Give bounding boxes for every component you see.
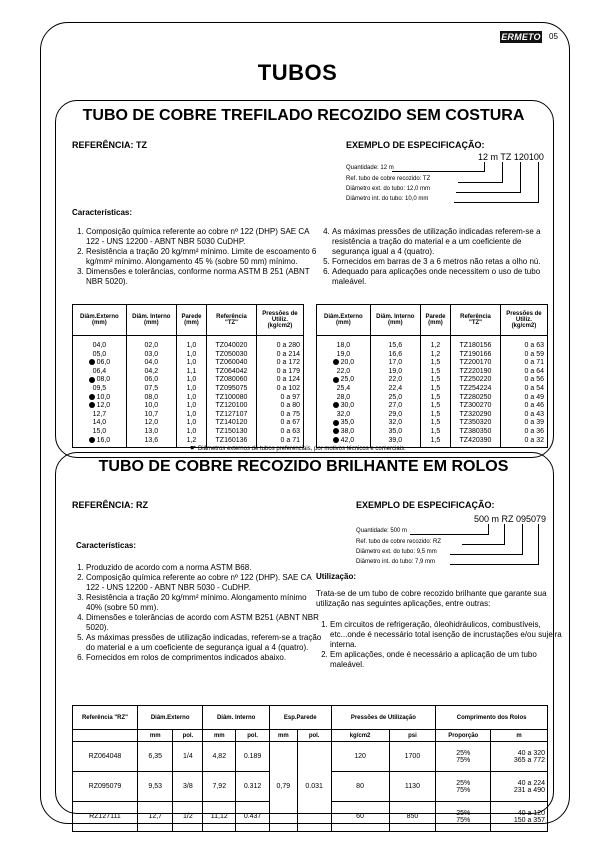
tz-cell-ext: 25,4	[336, 384, 351, 392]
tz-cell-press: 0 a 64	[524, 367, 544, 375]
sub-pol: pol.	[297, 730, 331, 742]
tz-cell-ref: TZ280250	[459, 393, 492, 401]
tz-cell-wall: 1,1	[186, 367, 197, 375]
tz-cell-int: 16,6	[388, 350, 403, 358]
tz-cell-int: 03,0	[144, 350, 159, 358]
tz-cell-ext: 15,0	[92, 427, 107, 435]
tz-cell-ref: TZ190166	[459, 350, 492, 358]
tz-characteristics-left	[72, 227, 322, 287]
cell-ext-mm: 6,35	[138, 742, 173, 772]
tz-cell-press: 0 a 32	[524, 436, 544, 444]
th-int: Diâm. Interno (mm)	[370, 305, 420, 336]
rz-item: 1. Produzido de acordo com a norma ASTM B68.	[86, 563, 322, 573]
tz-cell-press: 0 a 280	[276, 342, 300, 349]
tz-cell-ref: TZ040020	[215, 342, 248, 349]
section-tz-title: TUBO DE COBRE TREFILADO RECOZIDO SEM COSTURA	[82, 107, 525, 124]
sub-kg: kg/cm2	[331, 730, 389, 742]
sub-pol: pol.	[173, 730, 203, 742]
tz-cell-wall: 1,0	[186, 427, 197, 435]
prop-line: 25%	[456, 809, 471, 817]
rz-usage-item: 2. Em aplicações, onde é necessário a aplicação de um tubo maleável.	[330, 650, 562, 670]
cell-int-pol: 0.312	[236, 772, 270, 802]
tz-cell-ref: TZ420390	[459, 436, 492, 444]
section-rz-title: TUBO DE COBRE RECOZIDO BRILHANTE EM ROLOS	[98, 458, 509, 475]
th-wall: Parede (mm)	[420, 305, 450, 336]
tz-cell-wall: 1,5	[430, 436, 441, 444]
prop-line: 25%	[456, 779, 471, 787]
tz-table-right	[316, 304, 548, 448]
col-ref	[207, 336, 257, 448]
preferred-diameter-icon	[333, 428, 339, 434]
rz-example-code: 500 m RZ 095079	[474, 514, 547, 524]
rz-usage-list	[316, 620, 562, 670]
tz-cell-int: 22,0	[388, 376, 403, 384]
tz-cell-ref: TZ320290	[459, 410, 492, 418]
tz-cell-wall: 1,5	[430, 402, 441, 410]
tz-cell-int: 10,7	[144, 410, 159, 418]
tz-cell-wall: 1,2	[186, 436, 197, 444]
cell-ext-pol: 1/2	[173, 802, 203, 832]
rz-table	[72, 705, 548, 832]
cell-m	[491, 772, 548, 802]
cell-m	[491, 742, 548, 772]
tz-cell-int: 13,6	[144, 436, 159, 444]
col-wall	[420, 336, 450, 448]
tz-cell-press: 0 a 172	[276, 359, 300, 367]
brand-logo: ERMETO	[501, 32, 541, 42]
sub-psi: psi	[389, 730, 436, 742]
th-blank	[73, 730, 138, 742]
cell-prop	[436, 742, 491, 772]
tz-example-title: EXEMPLO DE ESPECIFICAÇÃO:	[346, 140, 485, 150]
tz-cell-ext: 42,0	[320, 437, 367, 446]
leader-ref	[458, 182, 502, 183]
tz-cell-ext: 22,0	[336, 367, 351, 375]
tz-cell-wall: 1,5	[430, 393, 441, 401]
th-press: Pressões de Utilização	[331, 706, 436, 730]
tz-example-code: 12 m TZ 120100	[478, 152, 544, 162]
tz-cell-ext: 35,0	[320, 419, 367, 428]
tz-cell-ext: 10,0	[76, 394, 123, 403]
th-ref: Referência "RZ"	[73, 706, 138, 730]
leader-int	[454, 202, 538, 203]
tz-cell-wall: 1,5	[430, 367, 441, 375]
tz-cell-int: 32,0	[388, 419, 403, 427]
tz-cell-ref: TZ350320	[459, 419, 492, 427]
cell-wall-mm: 0,79	[269, 742, 297, 832]
tz-cell-int: 06,0	[144, 376, 159, 384]
th-ext: Diâm.Externo (mm)	[317, 305, 371, 336]
tz-cell-int: 02,0	[144, 342, 159, 349]
tz-legend-qty: Quantidade: 12 m	[346, 165, 394, 171]
table-row	[73, 742, 548, 772]
tz-cell-press: 0 a 43	[524, 410, 544, 418]
tz-cell-ref: TZ120100	[215, 402, 248, 410]
tz-cell-ext: 38,0	[320, 428, 367, 437]
rz-usage-title: Utilização:	[316, 572, 357, 581]
cell-ext-mm: 9,53	[138, 772, 173, 802]
tz-cell-int: 35,0	[388, 427, 403, 435]
cell-ext-pol: 3/8	[173, 772, 203, 802]
col-ref	[451, 336, 501, 448]
tz-cell-int: 19,0	[388, 367, 403, 375]
tz-cell-int: 17,0	[388, 359, 403, 367]
tz-cell-ext: 14,0	[92, 419, 107, 427]
cell-kg: 120	[331, 742, 389, 772]
tz-reference: REFERÊNCIA: TZ	[72, 140, 147, 150]
tz-cell-wall: 1,0	[186, 384, 197, 392]
cell-int-pol: 0.189	[236, 742, 270, 772]
rz-item: 6. Fornecidos em rolos de comprimentos indicados abaixo.	[86, 653, 322, 663]
tz-cell-press: 0 a 67	[280, 419, 300, 427]
th-length: Comprimento dos Rolos	[436, 706, 548, 730]
col-press	[256, 336, 303, 448]
tz-characteristics-right	[318, 227, 560, 287]
cell-psi: 1700	[389, 742, 436, 772]
tz-cell-press: 0 a 71	[280, 436, 300, 444]
tz-cell-press: 0 a 36	[524, 427, 544, 435]
rz-legend-qty: Quantidade: 500 m	[356, 528, 408, 534]
tz-cell-ref: TZ095075	[215, 384, 248, 392]
prop-line: 75%	[456, 786, 471, 794]
tz-cell-ext: 18,0	[336, 342, 351, 349]
prop-line: 75%	[456, 756, 471, 764]
sub-mm: mm	[269, 730, 297, 742]
cell-wall-pol: 0.031	[297, 742, 331, 832]
leader-ref-v	[504, 524, 505, 545]
tz-cell-wall: 1,5	[430, 376, 441, 384]
preferred-diameter-icon	[333, 437, 339, 443]
cell-ref: RZ095079	[73, 772, 138, 802]
tz-cell-press: 0 a 124	[276, 376, 300, 384]
tz-cell-ext: 12,7	[92, 410, 107, 418]
cell-psi: 1130	[389, 772, 436, 802]
leader-int-v	[538, 162, 539, 203]
th-press: Pressões de Utiliz. (kg/cm2)	[500, 305, 547, 336]
tz-item: 1. Composição química referente ao cobre nº 122 (DHP) SAE CA 122 - UNS 12200 - ABNT NBR 5030 CuDHP.	[86, 227, 322, 247]
tz-cell-ext: 25,0	[320, 376, 367, 385]
m-line: 40 a 320	[517, 749, 545, 757]
leader-ext	[450, 554, 522, 555]
tz-cell-press: 0 a 56	[524, 376, 544, 384]
tz-cell-int: 07,5	[144, 384, 159, 392]
tz-legend-int: Diâmetro int. do tubo: 10,0 mm	[346, 196, 429, 202]
tz-legend-ref: Ref. tubo de cobre recozido: TZ	[346, 176, 431, 182]
tz-cell-ref: TZ160136	[215, 436, 248, 444]
cell-kg: 60	[331, 802, 389, 832]
prop-line: 25%	[456, 749, 471, 757]
rz-reference: REFERÊNCIA: RZ	[72, 500, 148, 510]
tz-cell-ref: TZ080060	[215, 376, 248, 384]
sub-m: m	[491, 730, 548, 742]
tz-cell-wall: 1,0	[186, 359, 197, 367]
tz-cell-int: 12,0	[144, 419, 159, 427]
cell-int-mm: 7,92	[203, 772, 236, 802]
tz-cell-int: 27,0	[388, 402, 403, 410]
rz-legend-int: Diâmetro int. do tubo: 7,9 mm	[356, 559, 436, 565]
cell-int-pol: 0.437	[236, 802, 270, 832]
tz-cell-press: 0 a 63	[524, 342, 544, 349]
tz-cell-ext: 12,0	[76, 402, 123, 411]
tz-cell-wall: 1,2	[430, 342, 441, 349]
tz-cell-press: 0 a 59	[524, 350, 544, 358]
tz-cell-ref: TZ220190	[459, 367, 492, 375]
tz-cell-ext: 04,0	[92, 342, 107, 349]
th-int: Diâm. Interno (mm)	[126, 305, 176, 336]
page-number: 05	[549, 32, 558, 41]
tz-cell-ref: TZ200170	[459, 359, 492, 367]
tz-cell-wall: 1,0	[186, 402, 197, 410]
tz-cell-wall: 1,5	[430, 359, 441, 367]
leader-int-v	[538, 524, 539, 565]
tz-cell-press: 0 a 54	[524, 384, 544, 392]
tz-cell-ext: 05,0	[92, 350, 107, 358]
tz-cell-ref: TZ380350	[459, 427, 492, 435]
page-title: TUBOS	[257, 60, 338, 85]
tz-cell-press: 0 a 80	[280, 402, 300, 410]
tz-cell-int: 08,0	[144, 393, 159, 401]
tz-cell-wall: 1,5	[430, 419, 441, 427]
tz-cell-wall: 1,0	[186, 342, 197, 349]
tz-cell-press: 0 a 71	[524, 359, 544, 367]
tz-cell-wall: 1,0	[186, 376, 197, 384]
sub-pol: pol.	[236, 730, 270, 742]
leader-ext-v	[520, 162, 521, 193]
tz-cell-ext: 06,0	[76, 359, 123, 368]
leader-ref	[462, 544, 504, 545]
tz-cell-wall: 1,0	[186, 419, 197, 427]
tz-cell-ext: 32,0	[336, 410, 351, 418]
tz-cell-int: 25,0	[388, 393, 403, 401]
rz-legend-ref: Ref. tubo de cobre recozido: RZ	[356, 539, 442, 545]
tz-cell-ref: TZ100080	[215, 393, 248, 401]
tz-cell-ext: 30,0	[320, 402, 367, 411]
tz-cell-wall: 1,5	[430, 384, 441, 392]
tz-cell-press: 0 a 214	[276, 350, 300, 358]
tz-cell-ext: 19,0	[336, 350, 351, 358]
tz-cell-press: 0 a 97	[280, 393, 300, 401]
tz-item: 3. Dimensões e tolerâncias, conforme norma ASTM B 251 (ABNT NBR 5020).	[86, 267, 322, 287]
m-line: 150 a 357	[513, 816, 545, 824]
rz-example-title: EXEMPLO DE ESPECIFICAÇÃO:	[356, 500, 495, 510]
preferred-diameter-icon	[333, 420, 339, 426]
col-ext	[73, 336, 127, 448]
tz-cell-int: 29,0	[388, 410, 403, 418]
th-ext: Diâm.Externo (mm)	[73, 305, 127, 336]
tz-cell-ext: 09,5	[92, 384, 107, 392]
m-line: 365 a 772	[513, 756, 545, 764]
m-line: 40 a 224	[517, 779, 545, 787]
tz-cell-wall: 1,0	[186, 410, 197, 418]
cell-ref: RZ127111	[73, 802, 138, 832]
leader-qty	[392, 171, 484, 172]
rz-item: 2. Composição química referente ao cobre nº 122 (DHP). SAE CA 122 - UNS 12200 - ABNT NBR 5030 - CuDHP.	[86, 573, 322, 593]
tz-cell-press: 0 a 49	[524, 393, 544, 401]
tz-cell-wall: 1,5	[430, 427, 441, 435]
cell-ext-mm: 12,7	[138, 802, 173, 832]
leader-qty-v	[488, 524, 489, 535]
tz-cell-ext: 08,0	[76, 376, 123, 385]
tz-legend-ext: Diâmetro ext. do tubo: 12,0 mm	[346, 186, 431, 192]
rz-characteristics-title: Características:	[76, 541, 137, 550]
th-wall: Esp.Parede	[269, 706, 331, 730]
cell-ref: RZ064048	[73, 742, 138, 772]
tz-characteristics-title: Características:	[72, 208, 133, 217]
tz-cell-int: 04,2	[144, 367, 159, 375]
preferred-diameter-icon	[333, 377, 339, 383]
leader-int	[450, 564, 538, 565]
m-line: 40 a 120	[517, 809, 545, 817]
tz-cell-ref: TZ140120	[215, 419, 248, 427]
col-int	[126, 336, 176, 448]
rz-legend-ext: Diâmetro ext. do tubo: 9,5 mm	[356, 549, 437, 555]
preferred-diameter-icon	[333, 402, 339, 408]
tz-cell-press: 0 a 39	[524, 419, 544, 427]
tz-item: 4. As máximas pressões de utilização indicadas referem-se a resistência a tração do material e a um coeficiente de segurança igual a 4 (quatro).	[332, 227, 560, 257]
sub-mm: mm	[203, 730, 236, 742]
preferred-diameter-icon	[89, 394, 95, 400]
tz-cell-press: 0 a 63	[280, 427, 300, 435]
col-press	[500, 336, 547, 448]
tz-cell-ref: TZ180156	[459, 342, 492, 349]
leader-ext-v	[522, 524, 523, 555]
preferred-diameter-icon	[333, 359, 339, 365]
th-ext: Diâm.Externo	[138, 706, 203, 730]
tz-cell-ref: TZ250220	[459, 376, 492, 384]
tz-item: 5. Fornecidos em barras de 3 a 6 metros não retas a olho nú.	[332, 257, 560, 267]
leader-qty-v	[484, 162, 485, 172]
tz-cell-press: 0 a 179	[276, 367, 300, 375]
rz-characteristics	[72, 563, 322, 663]
cell-psi: 850	[389, 802, 436, 832]
leader-ext	[456, 192, 520, 193]
tz-cell-int: 10,0	[144, 402, 159, 410]
preferred-diameter-icon	[89, 437, 95, 443]
col-wall	[176, 336, 206, 448]
tz-cell-ref: TZ060040	[215, 359, 248, 367]
cell-m	[491, 802, 548, 832]
tz-cell-wall: 1,0	[186, 393, 197, 401]
leader-qty	[410, 534, 488, 535]
tz-cell-wall: 1,0	[186, 350, 197, 358]
tz-item: 2. Resistência a tração 20 kg/mm² mínimo. Limite de escoamento 6 kg/mm² mínimo. Alongamento 45 % (sobre 50 mm) mínimo.	[86, 247, 322, 267]
tz-cell-ref: TZ150130	[215, 427, 248, 435]
pointing-hand-icon: ☛	[190, 445, 197, 452]
tz-cell-ref: TZ050030	[215, 350, 248, 358]
th-ref: Referência "TZ"	[451, 305, 501, 336]
rz-usage-intro: Trata-se de um tubo de cobre recozido brilhante que garante sua utilização nas seguintes aplicações, entre outras:	[316, 589, 547, 608]
tz-cell-ext: 28,0	[336, 393, 351, 401]
col-ext	[317, 336, 371, 448]
preferred-diameter-icon	[89, 359, 95, 365]
tz-cell-int: 39,0	[388, 436, 403, 444]
tz-cell-ref: TZ127107	[215, 410, 248, 418]
cell-prop	[436, 802, 491, 832]
sub-prop: Proporção	[436, 730, 491, 742]
tz-footnote-text: Diâmetros externos de tubos preferenciais, por motivos técnicos e comerciais.	[197, 446, 406, 452]
rz-usage-item: 1. Em circuitos de refrigeração, óleohidráulicos, combustíveis, etc...onde é necessário total isenção de incrustações e/ou sujeira interna.	[330, 620, 562, 650]
tz-cell-ext: 20,0	[320, 359, 367, 368]
rz-item: 3. Resistência a tração 20 kg/mm² mínimo. Alongamento mínimo 40% (sobre 50 mm).	[86, 593, 322, 613]
prop-line: 75%	[456, 816, 471, 824]
sub-mm: mm	[138, 730, 173, 742]
th-wall: Parede (mm)	[176, 305, 206, 336]
tz-cell-wall: 1,2	[430, 350, 441, 358]
tz-cell-int: 22,4	[388, 384, 403, 392]
tz-cell-ext: 06,4	[92, 367, 107, 375]
tz-cell-ref: TZ254224	[459, 384, 492, 392]
col-int	[370, 336, 420, 448]
tz-cell-int: 15,6	[388, 342, 403, 349]
tz-cell-int: 04,0	[144, 359, 159, 367]
tz-cell-press: 0 a 46	[524, 402, 544, 410]
cell-ext-pol: 1/4	[173, 742, 203, 772]
tz-cell-ref: TZ300270	[459, 402, 492, 410]
tz-cell-ext: 16,0	[76, 437, 123, 446]
tz-table-left	[72, 304, 304, 448]
rz-item: 4. Dimensões e tolerâncias de acordo com ASTM B251 (ABNT NBR 5020).	[86, 613, 322, 633]
preferred-diameter-icon	[89, 377, 95, 383]
leader-ref-v	[502, 162, 503, 183]
cell-int-mm: 4,82	[203, 742, 236, 772]
tz-cell-press: 0 a 102	[276, 384, 300, 392]
tz-cell-wall: 1,5	[430, 410, 441, 418]
m-line: 231 a 490	[513, 786, 545, 794]
th-int: Diâm. Interno	[203, 706, 270, 730]
cell-kg: 80	[331, 772, 389, 802]
tz-item: 6. Adequado para aplicações onde necessitem o uso de tubo maleável.	[332, 267, 560, 287]
cell-prop	[436, 772, 491, 802]
tz-cell-press: 0 a 75	[280, 410, 300, 418]
th-ref: Referência "TZ"	[207, 305, 257, 336]
preferred-diameter-icon	[89, 402, 95, 408]
tz-cell-int: 13,0	[144, 427, 159, 435]
tz-cell-ref: TZ064042	[215, 367, 248, 375]
th-press: Pressões de Utiliz. (kg/cm2)	[256, 305, 303, 336]
rz-item: 5. As máximas pressões de utilização indicadas, referem-se a tração do material e a um coeficiente de segurança igual a 4 (quatro).	[86, 633, 322, 653]
cell-int-mm: 11,12	[203, 802, 236, 832]
